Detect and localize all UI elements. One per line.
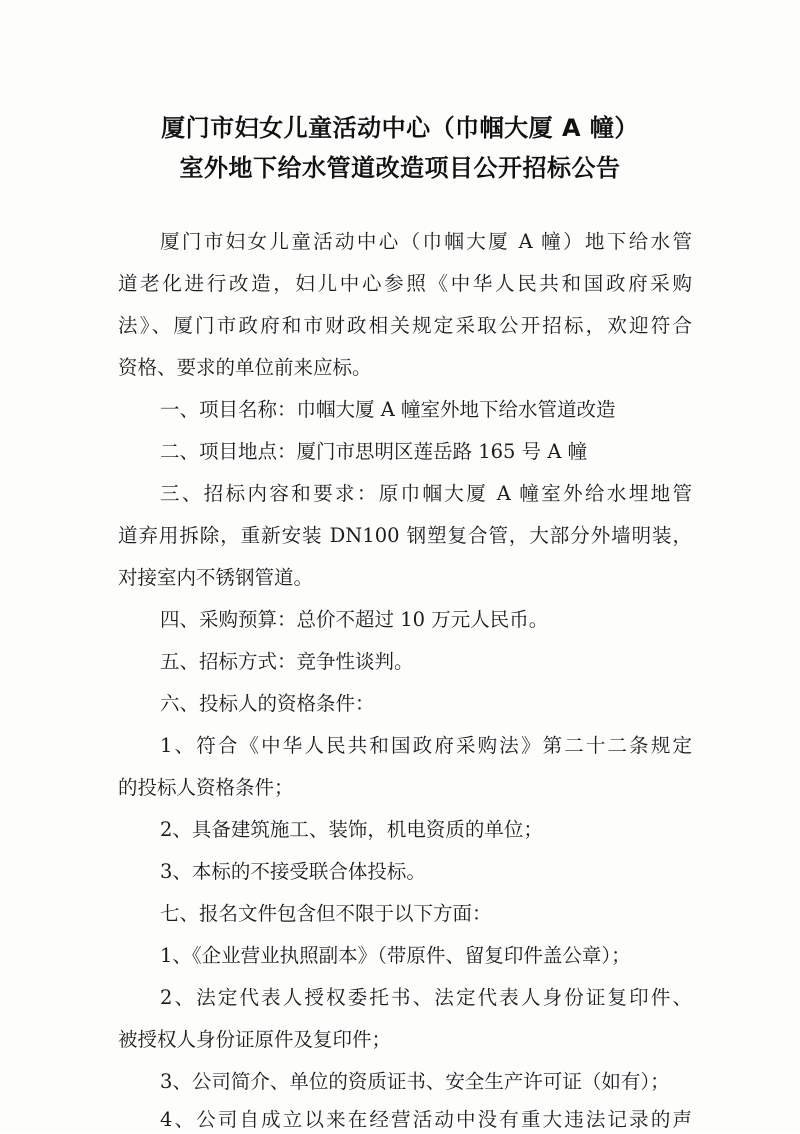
- body-line: 2、具备建筑施工、装饰，机电资质的单位；: [160, 818, 543, 841]
- body-line: 2、法定代表人授权委托书、法定代表人身份证复印件、: [160, 986, 692, 1009]
- body-line: 法》、厦门市政府和市财政相关规定采取公开招标，欢迎符合: [118, 314, 692, 337]
- body-line: 三、招标内容和要求：原巾帼大厦 A 幢室外给水埋地管: [160, 482, 692, 505]
- body-line: 3、公司简介、单位的资质证书、安全生产许可证（如有）；: [160, 1070, 670, 1093]
- body-line: 道老化进行改造，妇儿中心参照《中华人民共和国政府采购: [118, 272, 692, 295]
- body-line: 厦门市妇女儿童活动中心（巾帼大厦 A 幢）地下给水管: [160, 230, 692, 253]
- body-line: 二、项目地点：厦门市思明区莲岳路 165 号 A 幢: [160, 440, 588, 463]
- document-title-line-1: 厦门市妇女儿童活动中心（巾帼大厦 A 幢）: [161, 114, 639, 142]
- document-title-line-2: 室外地下给水管道改造项目公开招标公告: [179, 154, 621, 182]
- body-line: 3、本标的不接受联合体投标。: [160, 860, 426, 883]
- body-line: 六、投标人的资格条件：: [160, 692, 375, 715]
- body-line: 的投标人资格条件；: [118, 776, 294, 799]
- body-line: 一、项目名称：巾帼大厦 A 幢室外地下给水管道改造: [160, 398, 616, 421]
- body-line: 资格、要求的单位前来应标。: [118, 356, 372, 379]
- body-line: 1、《企业营业执照副本》（带原件、留复印件盖公章）；: [160, 944, 631, 967]
- body-line: 4、公司自成立以来在经营活动中没有重大违法记录的声: [160, 1108, 692, 1131]
- body-line: 五、招标方式：竞争性谈判。: [160, 650, 414, 673]
- body-line: 被授权人身份证原件及复印件；: [118, 1028, 392, 1051]
- body-line: 四、采购预算：总价不超过 10 万元人民币。: [160, 608, 549, 631]
- body-line: 对接室内不锈钢管道。: [118, 566, 314, 589]
- body-line: 七、报名文件包含但不限于以下方面：: [160, 902, 492, 925]
- body-line: 1、符合《中华人民共和国政府采购法》第二十二条规定: [160, 734, 692, 757]
- body-line: 道弃用拆除，重新安装 DN100 钢塑复合管，大部分外墙明装，: [118, 524, 692, 547]
